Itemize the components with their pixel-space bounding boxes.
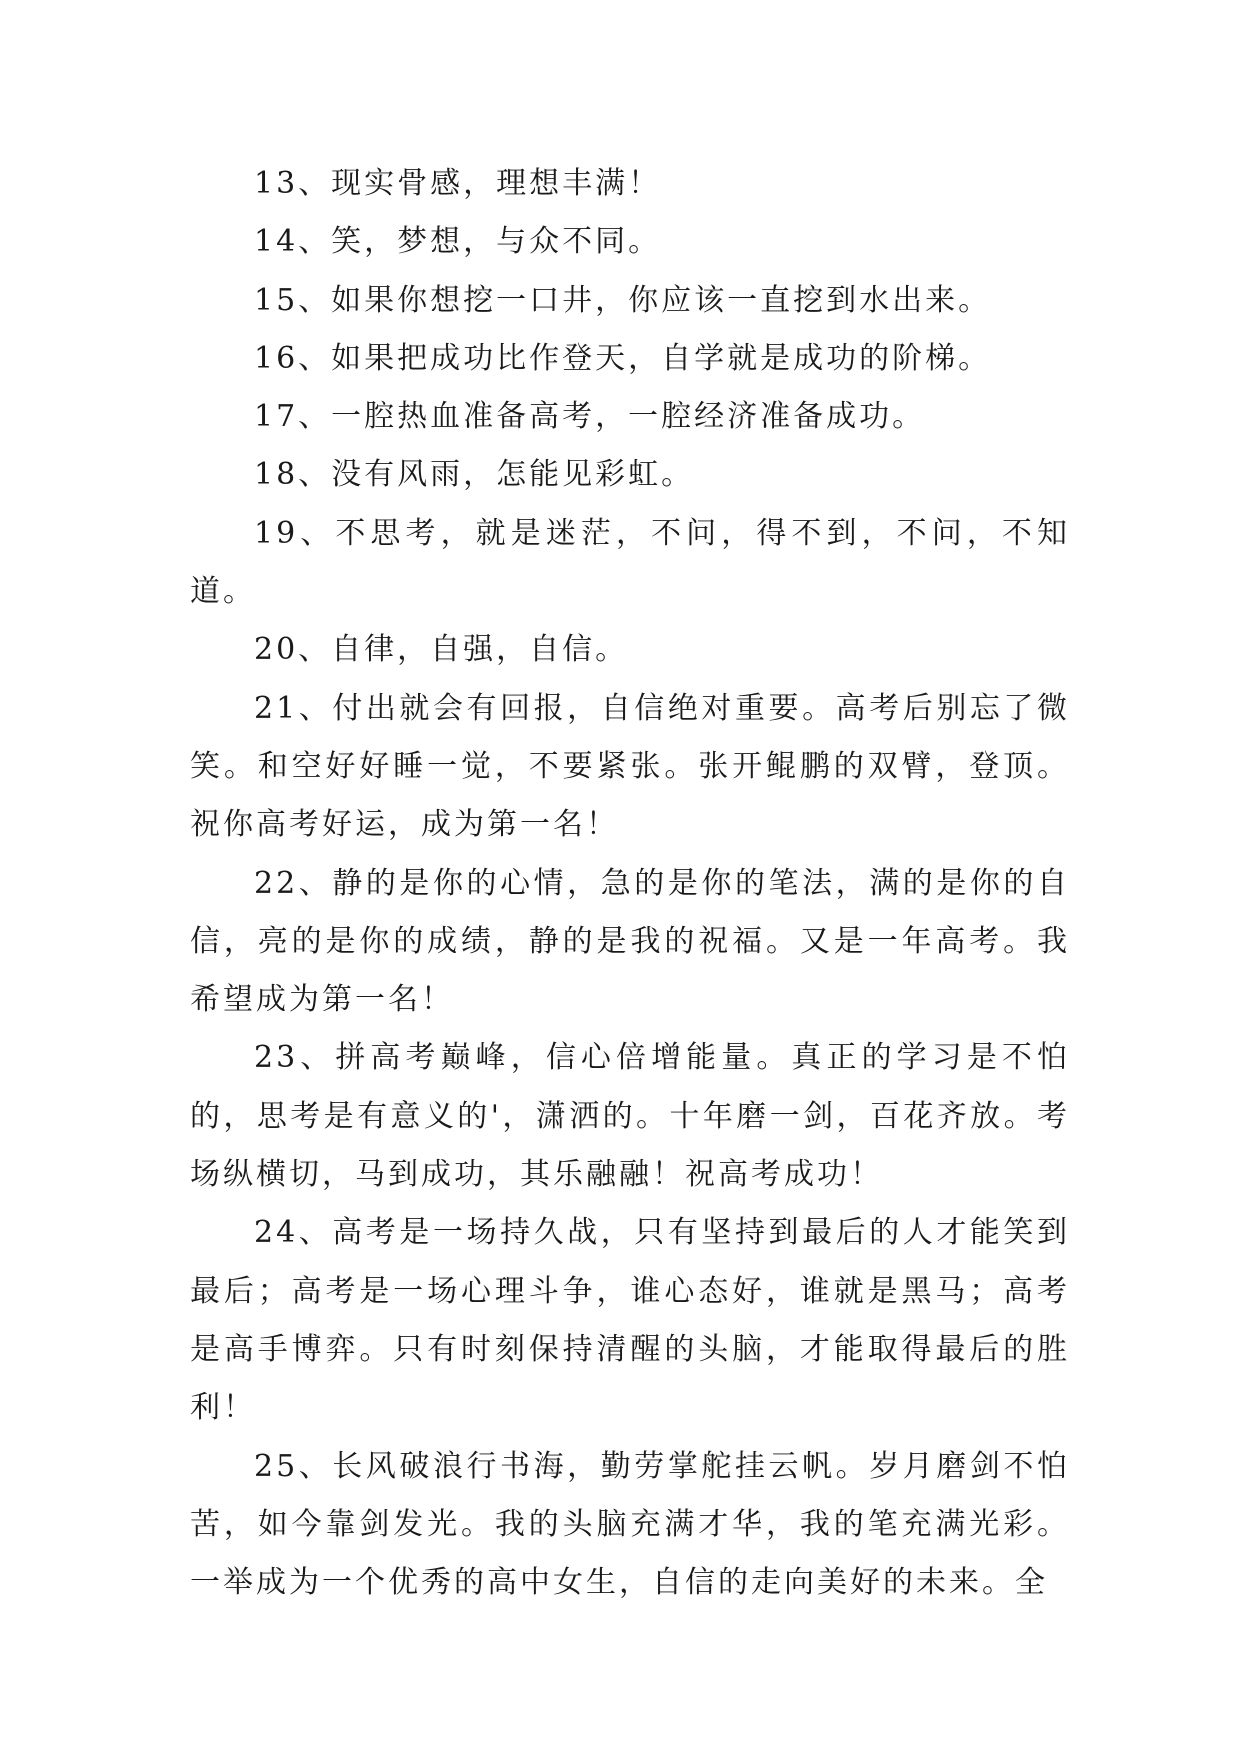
paragraph-13: 13、现实骨感，理想丰满！ — [254, 166, 662, 201]
document-body — [190, 155, 1070, 1612]
paragraph-14: 14、笑，梦想，与众不同。 — [254, 224, 662, 260]
paragraph-16: 16、如果把成功比作登天，自学就是成功的阶梯。 — [254, 340, 992, 376]
paragraph-19: 19、不思考，就是迷茫，不问，得不到，不问，不知道。 — [190, 515, 1070, 610]
paragraph-17: 17、一腔热血准备高考，一腔经济准备成功。 — [254, 399, 926, 435]
paragraph-24: 24、高考是一场持久战，只有坚持到最后的人才能笑到最后；高考是一场心理斗争，谁心态好，谁就是黑马；高考是高手博弈。只有时刻保持清醒的头脑，才能取得最后的胜利！ — [190, 1215, 1070, 1426]
paragraph-15: 15、如果你想挖一口井，你应该一直挖到水出来。 — [254, 282, 992, 318]
paragraph-21: 21、付出就会有回报，自信绝对重要。高考后别忘了微笑。和空好好睡一觉，不要紧张。张开鲲鹏的双臂，登顶。祝你高考好运，成为第一名！ — [190, 690, 1070, 843]
paragraph-25: 25、长风破浪行书海，勤劳掌舵挂云帆。岁月磨剑不怕苦，如今靠剑发光。我的头脑充满才华，我的笔充满光彩。一举成为一个优秀的高中女生，自信的走向美好的未来。全 — [190, 1448, 1070, 1601]
paragraph-22: 22、静的是你的心情，急的是你的笔法，满的是你的自信，亮的是你的成绩，静的是我的祝福。又是一年高考。我希望成为第一名！ — [190, 865, 1070, 1018]
paragraph-20: 20、自律，自强，自信。 — [254, 632, 629, 668]
paragraph-18: 18、没有风雨，怎能见彩虹。 — [254, 457, 695, 493]
paragraph-23: 23、拼高考巅峰，信心倍增能量。真正的学习是不怕的，思考是有意义的'，潇洒的。十年磨一剑，百花齐放。考场纵横切，马到成功，其乐融融！祝高考成功！ — [190, 1040, 1070, 1193]
